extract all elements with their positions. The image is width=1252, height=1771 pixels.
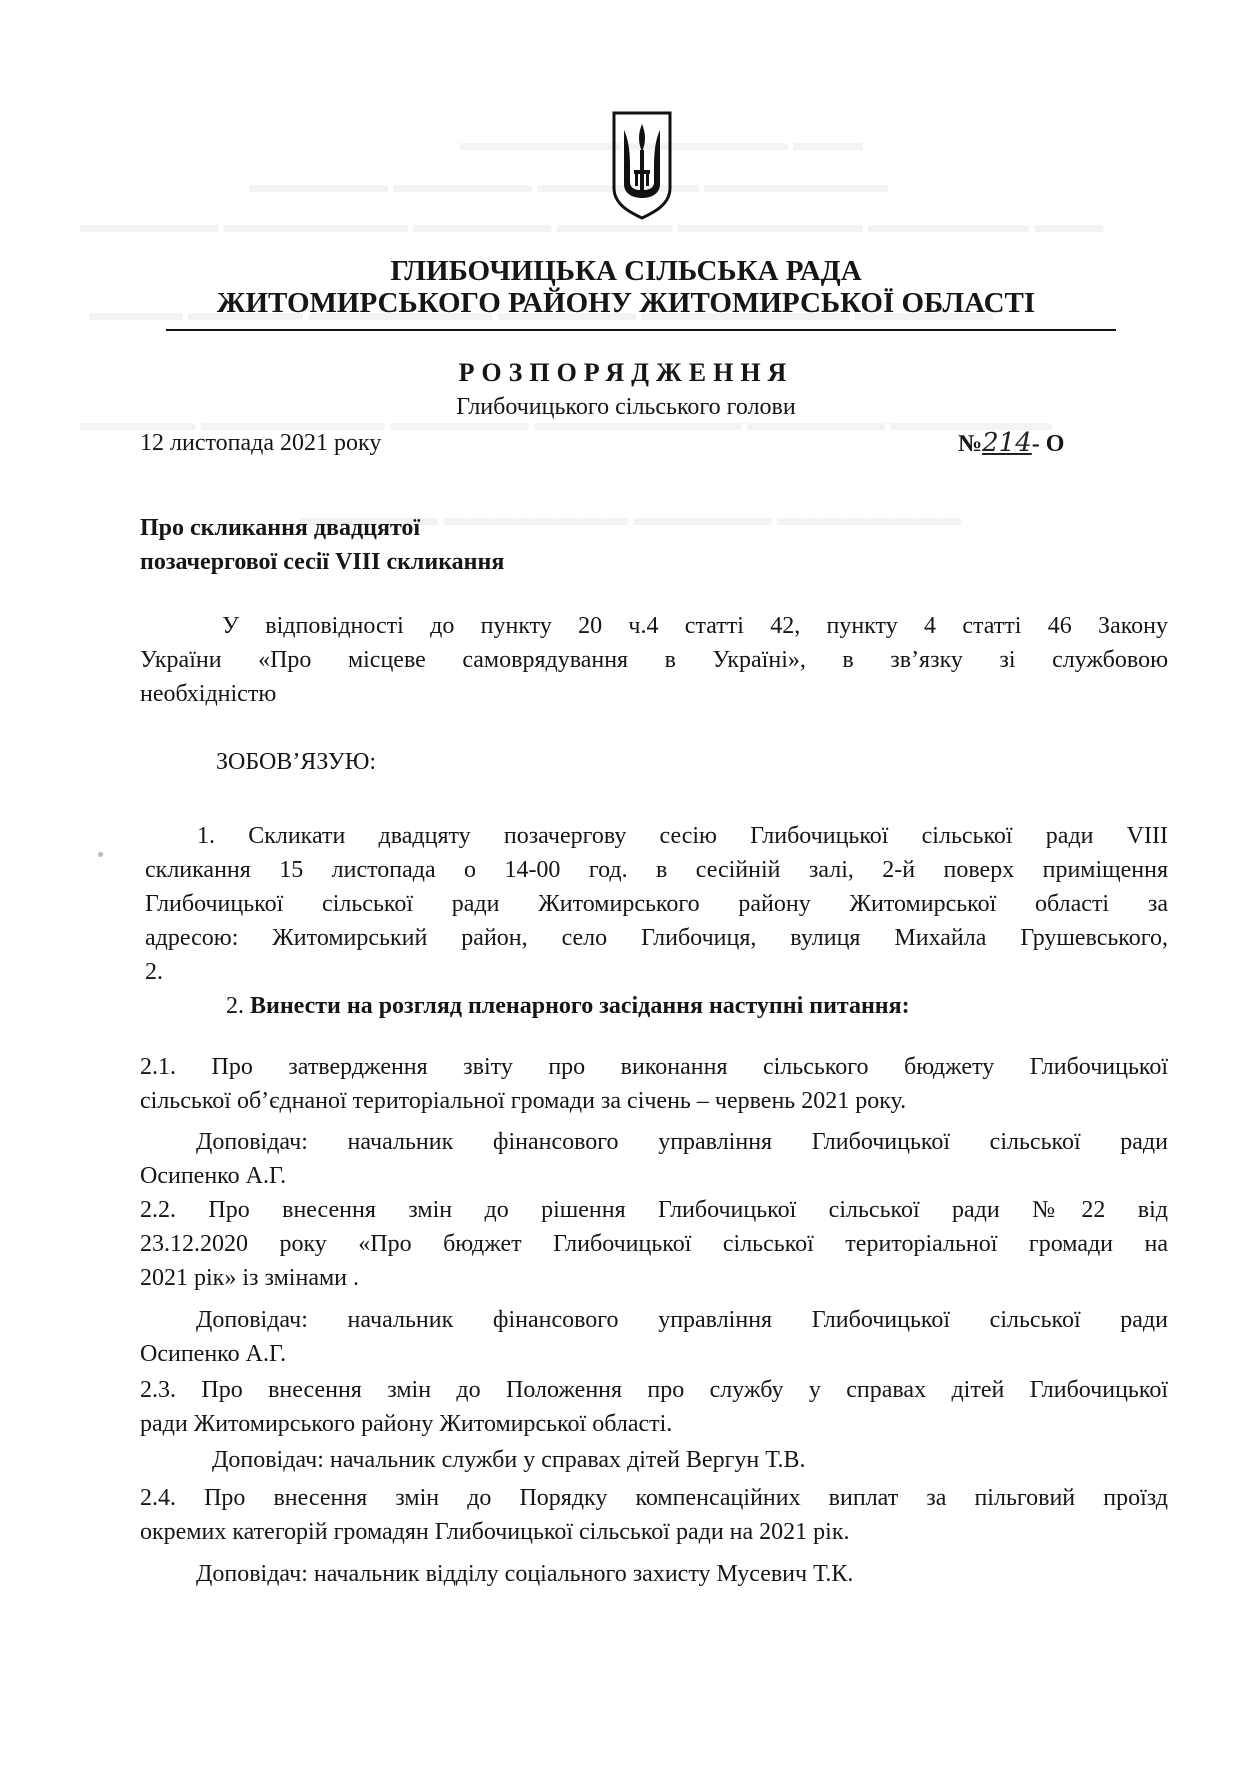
council-name-line2: ЖИТОМИРСЬКОГО РАЙОНУ ЖИТОМИРСЬКОЇ ОБЛАСТІ [216, 287, 1036, 319]
header-divider [166, 329, 1116, 331]
preamble-line3: необхідністю [140, 681, 277, 707]
issuer-line: Глибочицького сільського голови [456, 394, 796, 420]
subject-line1: Про скликання двадцятої [140, 515, 421, 541]
agenda-2-4-line2: окремих категорій громадян Глибочицької сільської ради на 2021 рік. [140, 1519, 850, 1545]
tryzub-coat-of-arms-icon [611, 110, 673, 220]
item1-line3: Глибочицької сільської ради Житомирського району Житомирської області за [145, 891, 1168, 917]
agenda-2-4-speaker: Доповідач: начальник відділу соціального захисту Мусевич Т.К. [196, 1561, 854, 1587]
bleed-through-text [250, 172, 888, 198]
item2-heading [226, 989, 910, 1023]
document-type-title: РОЗПОРЯДЖЕННЯ [458, 358, 794, 387]
preamble-line2: України «Про місцеве самоврядування в Україні», в зв’язку зі службовою [140, 647, 1168, 673]
agenda-2-2-speaker: Доповідач: начальник фінансового управління Глибочицької сільської ради [196, 1307, 1168, 1333]
handwritten-number: 214 [982, 428, 1032, 458]
number-prefix: № [958, 431, 983, 457]
agenda-2-3-line1: 2.3. Про внесення змін до Положення про службу у справах дітей Глибочицької [140, 1377, 1168, 1403]
agenda-2-1-line1: 2.1. Про затвердження звіту про виконання сільського бюджету Глибочицької [140, 1054, 1168, 1080]
agenda-2-3-line2: ради Житомирського району Житомирської області. [140, 1411, 673, 1437]
agenda-2-2-line3: 2021 рік» із змінами . [140, 1265, 359, 1291]
agenda-2-4-line1: 2.4. Про внесення змін до Порядку компенсаційних виплат за пільговий проїзд [140, 1485, 1168, 1511]
item1-line2: скликання 15 листопада о 14-00 год. в сесійній залі, 2-й поверх приміщення [145, 857, 1168, 883]
decree-word: ЗОБОВ’ЯЗУЮ: [216, 749, 377, 775]
agenda-2-1-speaker: Доповідач: начальник фінансового управління Глибочицької сільської ради [196, 1129, 1168, 1155]
agenda-2-2-speaker-name: Осипенко А.Г. [140, 1341, 287, 1367]
preamble-line1: У відповідності до пункту 20 ч.4 статті 42, пункту 4 статті 46 Закону [222, 613, 1168, 639]
item1-line5: 2. [145, 959, 163, 985]
coat-of-arms [611, 110, 673, 220]
document-number [958, 428, 1064, 458]
council-name-line1: ГЛИБОЧИЦЬКА СІЛЬСЬКА РАДА [390, 255, 862, 287]
number-suffix: - О [1031, 431, 1065, 457]
agenda-2-3-speaker: Доповідач: начальник служби у справах дітей Вергун Т.В. [212, 1447, 806, 1473]
agenda-2-1-line2: сільської об’єднаної територіальної громади за січень – червень 2021 року. [140, 1088, 907, 1114]
item2-heading-text: Винести на розгляд пленарного засідання наступні питання: [250, 993, 910, 1019]
bleed-through-text [80, 212, 1104, 238]
scan-speck [98, 852, 103, 857]
subject-line2: позачергової сесії VIII скликання [140, 549, 505, 575]
item2-prefix: 2. [226, 993, 250, 1019]
agenda-2-2-line1: 2.2. Про внесення змін до рішення Глибочицької сільської ради №22 від [140, 1197, 1168, 1223]
agenda-2-2-line2: 23.12.2020 року «Про бюджет Глибочицької сільської територіальної громади на [140, 1231, 1168, 1257]
item1-line4: адресою: Житомирський район, село Глибочиця, вулиця Михайла Грушевського, [145, 925, 1168, 951]
item1-line1: 1. Скликати двадцяту позачергову сесію Глибочицької сільської ради VIII [197, 823, 1168, 849]
agenda-2-1-speaker-name: Осипенко А.Г. [140, 1163, 287, 1189]
document-date: 12 листопада 2021 року [140, 430, 382, 456]
